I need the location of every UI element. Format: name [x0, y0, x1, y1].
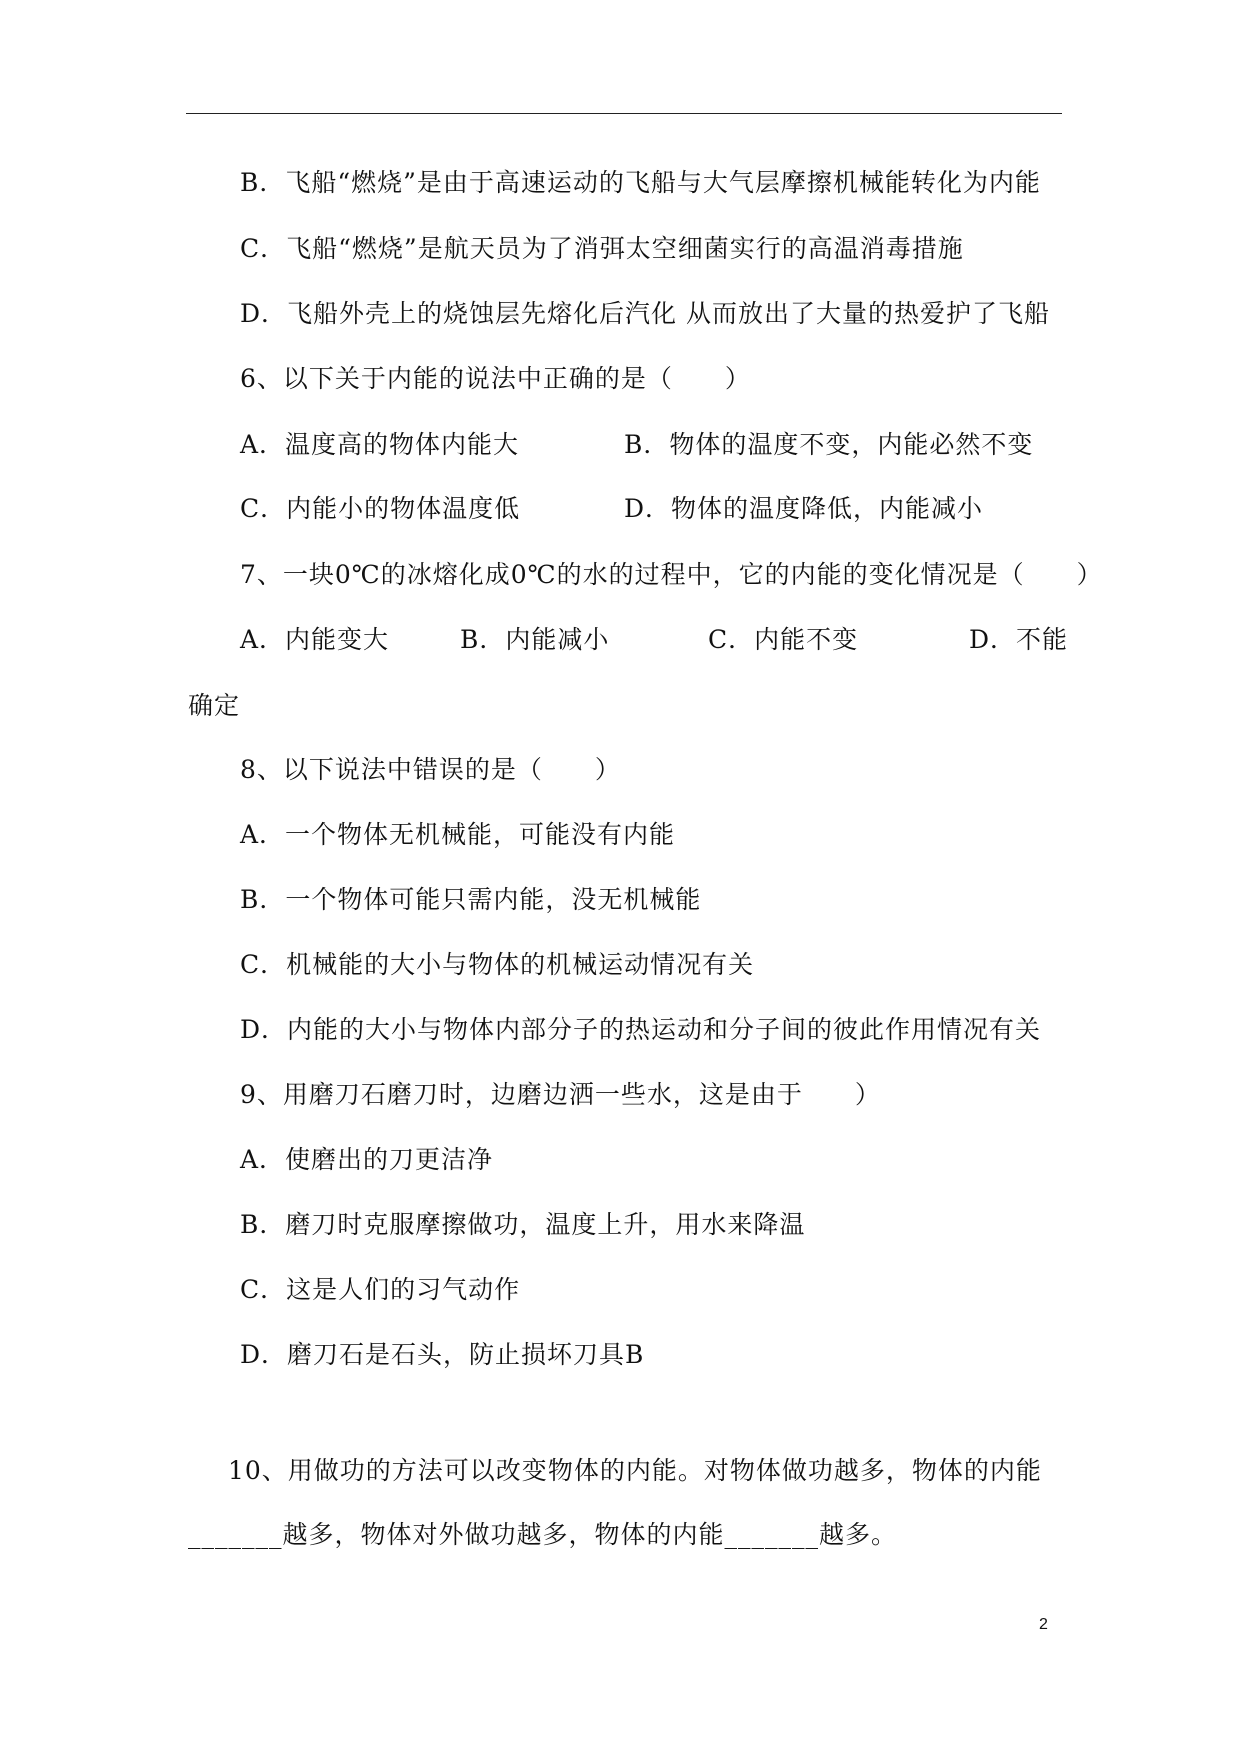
q8-option-c: C．机械能的大小与物体的机械运动情况有关: [240, 950, 755, 979]
q7-option-d: D．不能: [969, 625, 1069, 654]
q5-option-c: C．飞船“燃烧”是航天员为了消弭太空细菌实行的高温消毒措施: [240, 234, 964, 263]
header-rule: [186, 113, 1062, 114]
q6-option-a: A．温度高的物体内能大: [240, 430, 520, 459]
q9-option-b: B．磨刀时克服摩擦做功，温度上升，用水来降温: [240, 1210, 806, 1239]
page-number: 2: [1039, 1616, 1048, 1633]
q7-option-d-continuation: 确定: [188, 691, 241, 720]
q9-option-c: C．这是人们的习气动作: [240, 1275, 521, 1304]
q7-option-a: A．内能变大: [240, 625, 390, 654]
question-10-continuation: _______越多，物体对外做功越多，物体的内能_______越多。: [188, 1520, 898, 1549]
q9-option-a: A．使磨出的刀更洁净: [240, 1145, 494, 1174]
q9-option-d: D．磨刀石是石头，防止损坏刀具B: [240, 1340, 645, 1369]
question-8: 8、以下说法中错误的是（ ）: [240, 755, 621, 784]
q6-option-b: B．物体的温度不变，内能必然不变: [624, 430, 1034, 459]
q5-option-d: D．飞船外壳上的烧蚀层先熔化后汽化 从而放出了大量的热爱护了飞船: [240, 299, 1050, 328]
question-9: 9、用磨刀石磨刀时，边磨边洒一些水，这是由于 ）: [240, 1080, 881, 1109]
q8-option-a: A．一个物体无机械能，可能没有内能: [240, 820, 676, 849]
q7-option-c: C．内能不变: [708, 625, 859, 654]
question-10: 10、用做功的方法可以改变物体的内能。对物体做功越多，物体的内能: [228, 1456, 1042, 1485]
q6-option-c: C．内能小的物体温度低: [240, 494, 521, 523]
q7-option-b: B．内能减小: [460, 625, 610, 654]
question-6: 6、以下关于内能的说法中正确的是（ ）: [240, 364, 751, 393]
q8-option-d: D．内能的大小与物体内部分子的热运动和分子间的彼此作用情况有关: [240, 1015, 1042, 1044]
q5-option-b: B．飞船“燃烧”是由于高速运动的飞船与大气层摩擦机械能转化为内能: [240, 168, 1041, 197]
q8-option-b: B．一个物体可能只需内能，没无机械能: [240, 885, 702, 914]
q6-option-d: D．物体的温度降低，内能减小: [624, 494, 984, 523]
question-7: 7、一块0℃的冰熔化成0℃的水的过程中，它的内能的变化情况是（ ）: [240, 560, 1103, 589]
